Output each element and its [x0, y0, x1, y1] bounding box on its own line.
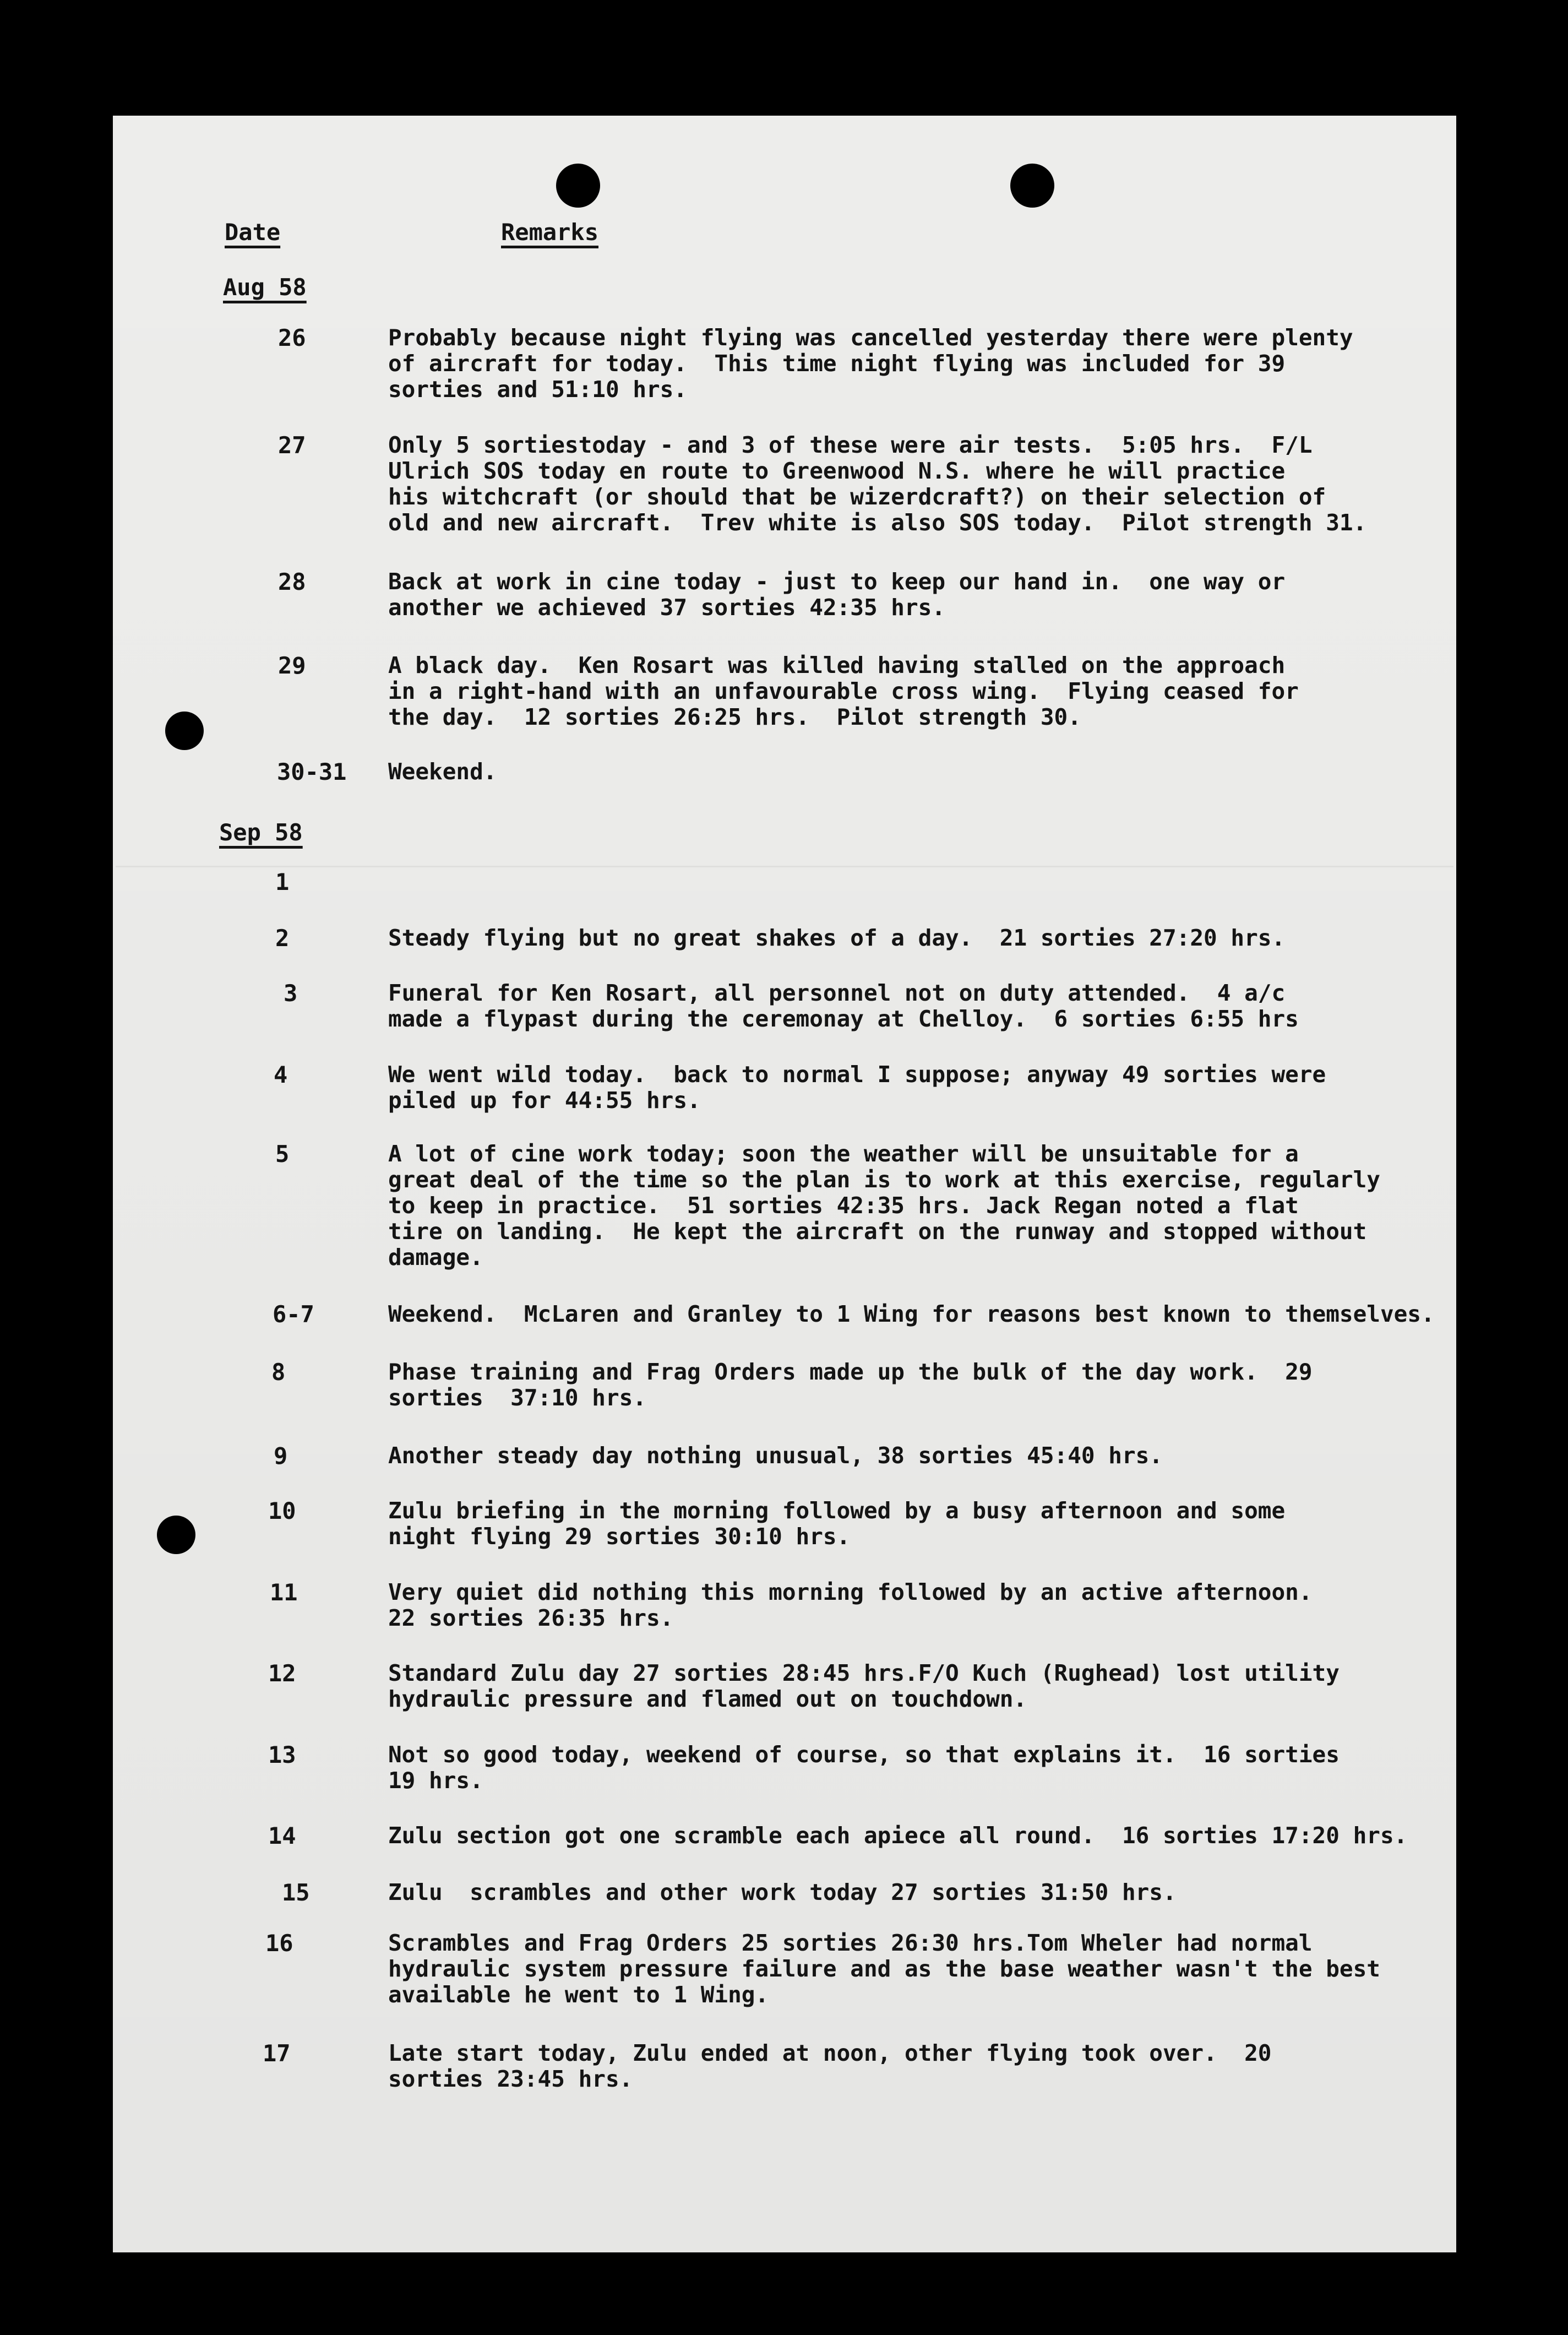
entry-remark-line: A lot of cine work today; soon the weather will be unsuitable for a	[388, 1141, 1299, 1167]
entry-remark-line: the day. 12 sorties 26:25 hrs. Pilot strength 30.	[388, 704, 1081, 730]
entry-date: 6-7	[273, 1301, 314, 1328]
entry-remark-line: Zulu scrambles and other work today 27 sorties 31:50 hrs.	[388, 1879, 1177, 1905]
entry-remark-line: Probably because night flying was cancelled yesterday there were plenty	[388, 324, 1353, 351]
entry-date: 2	[275, 925, 290, 952]
entry-remark-line: damage.	[388, 1244, 483, 1270]
entry-date: 1	[275, 868, 290, 895]
entry-remark-line: to keep in practice. 51 sorties 42:35 hrs. Jack Regan noted a flat	[388, 1192, 1299, 1219]
entry-remark-line: great deal of the time so the plan is to work at this exercise, regularly	[388, 1166, 1380, 1193]
column-header-remarks: Remarks	[501, 219, 599, 246]
entry-remark-line: sorties 23:45 hrs.	[388, 2066, 633, 2092]
entry-remark-line: tire on landing. He kept the aircraft on the runway and stopped without	[388, 1218, 1367, 1245]
entry-date: 12	[268, 1660, 296, 1687]
entry-remark-line: Weekend. McLaren and Granley to 1 Wing for reasons best known to themselves.	[388, 1301, 1435, 1327]
entry-remark-line: hydraulic system pressure failure and as the base weather wasn't the best	[388, 1956, 1380, 1982]
entry-remark-line: in a right-hand with an unfavourable cross wing. Flying ceased for	[388, 678, 1299, 704]
entry-remark-line: sorties and 51:10 hrs.	[388, 376, 688, 403]
page-fold-line	[116, 866, 1453, 867]
entry-remark-line: old and new aircraft. Trev white is also SOS today. Pilot strength 31.	[388, 509, 1367, 536]
entry-remark-line: his witchcraft (or should that be wizerdcraft?) on their selection of	[388, 484, 1326, 510]
entry-remark-line: Weekend.	[388, 758, 497, 785]
entry-remark-line: Standard Zulu day 27 sorties 28:45 hrs.F/O Kuch (Rughead) lost utility	[388, 1660, 1340, 1686]
entry-remark-line: 19 hrs.	[388, 1767, 483, 1794]
punch-hole-top-right	[1010, 164, 1054, 208]
entry-date: 26	[278, 324, 306, 351]
entry-remark-line: Zulu section got one scramble each apiece all round. 16 sorties 17:20 hrs.	[388, 1822, 1408, 1849]
entry-date: 29	[278, 652, 306, 679]
entry-remark-line: Scrambles and Frag Orders 25 sorties 26:30 hrs.Tom Wheler had normal	[388, 1930, 1313, 1956]
entry-date: 27	[278, 432, 306, 459]
column-header-date: Date	[225, 219, 281, 246]
entry-date: 8	[271, 1359, 286, 1386]
punch-hole-top-left	[556, 164, 600, 208]
entry-date: 28	[278, 568, 306, 595]
month-heading-aug: Aug 58	[223, 274, 307, 301]
entry-date: 15	[282, 1879, 310, 1906]
entry-remark-line: of aircraft for today. This time night flying was included for 39	[388, 350, 1286, 377]
entry-remark-line: available he went to 1 Wing.	[388, 1981, 769, 2008]
entry-date: 16	[265, 1930, 293, 1957]
entry-remark-line: piled up for 44:55 hrs.	[388, 1087, 701, 1114]
entry-date: 3	[284, 980, 298, 1007]
entry-remark-line: A black day. Ken Rosart was killed having stalled on the approach	[388, 652, 1286, 678]
entry-remark-line: Late start today, Zulu ended at noon, other flying took over. 20	[388, 2040, 1272, 2066]
entry-remark-line: Funeral for Ken Rosart, all personnel not on duty attended. 4 a/c	[388, 980, 1286, 1006]
entry-remark-line: sorties 37:10 hrs.	[388, 1384, 646, 1411]
entry-remark-line: made a flypast during the ceremonay at Chelloy. 6 sorties 6:55 hrs	[388, 1006, 1299, 1032]
entry-remark-line: Another steady day nothing unusual, 38 sorties 45:40 hrs.	[388, 1442, 1163, 1469]
month-heading-sep: Sep 58	[219, 819, 303, 846]
entry-date: 9	[274, 1442, 288, 1469]
entry-date: 30-31	[277, 758, 347, 785]
entry-date: 13	[268, 1741, 296, 1768]
entry-remark-line: Zulu briefing in the morning followed by a busy afternoon and some	[388, 1497, 1286, 1524]
entry-remark-line: Steady flying but no great shakes of a day. 21 sorties 27:20 hrs.	[388, 925, 1286, 951]
entry-remark-line: Only 5 sortiestoday - and 3 of these were air tests. 5:05 hrs. F/L	[388, 432, 1313, 458]
entry-remark-line: Ulrich SOS today en route to Greenwood N.S. where he will practice	[388, 458, 1286, 484]
entry-date: 4	[274, 1061, 288, 1088]
entry-date: 11	[270, 1579, 298, 1606]
entry-date: 14	[268, 1822, 296, 1849]
entry-remark-line: Not so good today, weekend of course, so that explains it. 16 sorties	[388, 1741, 1340, 1768]
entry-date: 5	[275, 1141, 290, 1168]
entry-remark-line: Very quiet did nothing this morning followed by an active afternoon.	[388, 1579, 1313, 1605]
entry-date: 17	[263, 2040, 291, 2067]
entry-remark-line: We went wild today. back to normal I suppose; anyway 49 sorties were	[388, 1061, 1326, 1088]
entry-remark-line: night flying 29 sorties 30:10 hrs.	[388, 1523, 851, 1550]
punch-hole-left-lower	[157, 1516, 195, 1554]
entry-remark-line: another we achieved 37 sorties 42:35 hrs.	[388, 594, 946, 621]
punch-hole-left-upper	[165, 712, 204, 750]
entry-remark-line: hydraulic pressure and flamed out on touchdown.	[388, 1686, 1027, 1712]
entry-date: 10	[268, 1497, 296, 1524]
entry-remark-line: 22 sorties 26:35 hrs.	[388, 1605, 674, 1631]
entry-remark-line: Back at work in cine today - just to keep our hand in. one way or	[388, 568, 1286, 595]
entry-remark-line: Phase training and Frag Orders made up the bulk of the day work. 29	[388, 1359, 1313, 1385]
